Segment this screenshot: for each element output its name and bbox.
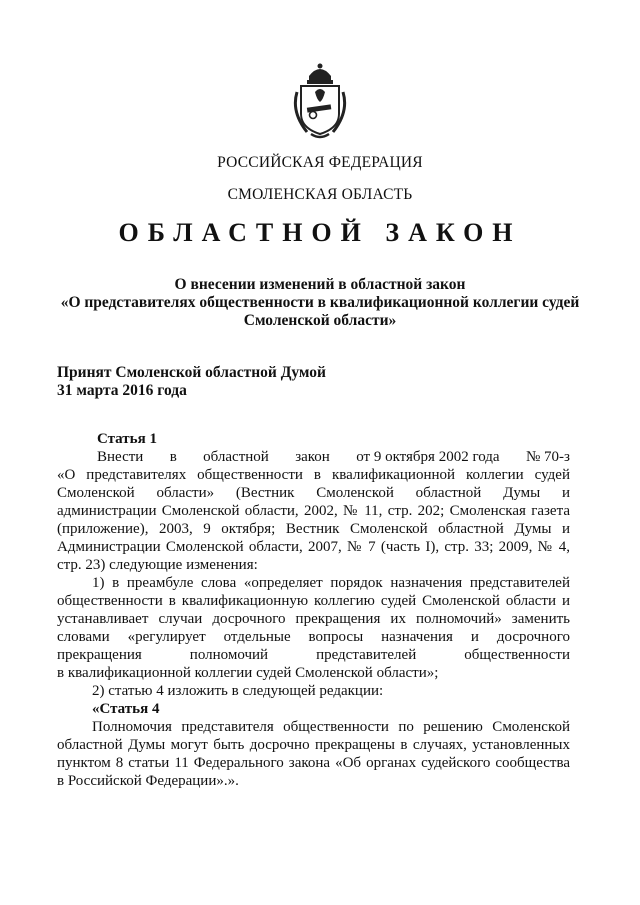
article-4-line: областной Думы могут быть досрочно прекращены в случаях, установленных — [57, 737, 570, 753]
article-1 — [57, 430, 570, 790]
article-1-line: администрации Смоленской области, 2002, № 11, стр. 202; Смоленская газета — [57, 503, 570, 519]
intro-word: № 70-з — [525, 449, 570, 465]
adoption-line-2: 31 марта 2016 года — [57, 382, 187, 399]
item-1-word: прекращения — [57, 647, 142, 663]
item-2: 2) статью 4 изложить в следующей редакции: — [92, 683, 384, 699]
intro-word: областной — [203, 449, 269, 465]
item-1-word: общественности — [464, 647, 570, 663]
country-name: РОССИЙСКАЯ ФЕДЕРАЦИЯ — [217, 154, 423, 171]
intro-word: от 9 октября 2002 года — [356, 449, 500, 465]
article-1-heading: Статья 1 — [97, 431, 157, 447]
article-1-line: Смоленской области» (Вестник Смоленской областной Думы и — [57, 485, 570, 501]
document-type: ОБЛАСТНОЙ ЗАКОН — [118, 218, 522, 247]
law-title-line-2: «О представителях общественности в квалификационной коллегии судей — [60, 294, 580, 311]
coat-of-arms-emblem — [287, 62, 353, 140]
item-1-word: полномочий — [189, 647, 269, 663]
item-1-line: общественности в квалификационную коллегию судей Смоленской области и — [57, 593, 570, 609]
article-1-line: Администрации Смоленской области, 2007, № 7 (часть I), стр. 33; 2009, № 4, — [57, 539, 570, 555]
article-4-heading: «Статья 4 — [92, 701, 160, 717]
item-1-line: словами «регулирует отдельные вопросы назначения и досрочного — [57, 629, 570, 645]
intro-word: Внести — [97, 449, 144, 465]
article-1-line: (приложение), 2003, 9 октября; Вестник Смоленской областной Думы и — [57, 521, 570, 537]
item-1-word: представителей — [316, 647, 417, 663]
intro-word: закон — [295, 449, 330, 465]
article-1-line: «О представителях общественности в квалификационной коллегии судей — [57, 467, 570, 483]
law-title-line-3: Смоленской области» — [243, 312, 397, 329]
article-4-line: Полномочия представителя общественности по решению Смоленской — [92, 719, 570, 735]
article-1-intro — [57, 448, 570, 466]
article-4-line: пунктом 8 статьи 11 Федерального закона «Об органах судейского сообщества — [57, 755, 570, 771]
item-1-row — [57, 646, 570, 664]
item-1-line: 1) в преамбуле слова «определяет порядок назначения представителей — [92, 575, 570, 591]
region-name: СМОЛЕНСКАЯ ОБЛАСТЬ — [227, 186, 413, 203]
item-1-line: устанавливает случаи досрочного прекращения их полномочий» заменить — [57, 611, 570, 627]
adoption-line-1: Принят Смоленской областной Думой — [57, 364, 326, 381]
law-title-line-1: О внесении изменений в областной закон — [174, 276, 466, 293]
article-1-last-line: стр. 23) следующие изменения: — [57, 557, 258, 573]
item-1-last-line: в квалификационной коллегии судей Смоленской области»; — [57, 665, 439, 681]
intro-word: в — [169, 449, 177, 465]
article-4-last-line: в Российской Федерации».». — [57, 773, 239, 789]
